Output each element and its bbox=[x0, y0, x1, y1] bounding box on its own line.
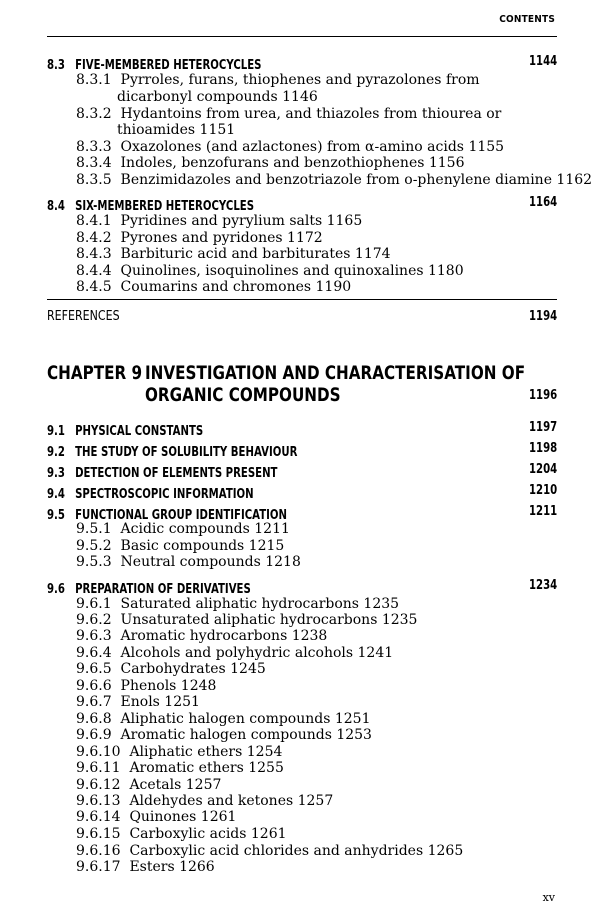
entry-9-6-5: 9.6.5 Carbohydrates 1245 bbox=[76, 661, 266, 677]
entry-9-6-8: 9.6.8 Aliphatic halogen compounds 1251 bbox=[76, 711, 371, 727]
chapter-title-line2: ORGANIC COMPOUNDS bbox=[145, 384, 341, 406]
section-title: PHYSICAL CONSTANTS bbox=[75, 424, 204, 439]
section-9-5 bbox=[47, 504, 557, 523]
entry-9-6-15: 9.6.15 Carboxylic acids 1261 bbox=[76, 826, 287, 842]
section-title: FUNCTIONAL GROUP IDENTIFICATION bbox=[75, 508, 288, 523]
entry-9-5-1: 9.5.1 Acidic compounds 1211 bbox=[76, 521, 290, 537]
entry-9-6-7: 9.6.7 Enols 1251 bbox=[76, 694, 200, 710]
section-9-4 bbox=[47, 483, 557, 502]
section-9-1 bbox=[47, 420, 557, 439]
entry-9-6-3: 9.6.3 Aromatic hydrocarbons 1238 bbox=[76, 628, 328, 644]
page-folio: xv bbox=[542, 891, 555, 904]
entry-9-6-10: 9.6.10 Aliphatic ethers 1254 bbox=[76, 744, 283, 760]
entry-9-6-17: 9.6.17 Esters 1266 bbox=[76, 859, 215, 875]
entry-9-6-11: 9.6.11 Aromatic ethers 1255 bbox=[76, 760, 284, 776]
section-title: SPECTROSCOPIC INFORMATION bbox=[75, 487, 254, 502]
entry-8-4-2: 8.4.2 Pyrones and pyridones 1172 bbox=[76, 230, 323, 246]
entry-8-3-2-cont: thioamides 1151 bbox=[117, 122, 236, 138]
section-page: 1210 bbox=[528, 483, 557, 498]
section-rule bbox=[47, 299, 557, 300]
section-page: 1211 bbox=[528, 504, 557, 519]
entry-8-3-1-cont: dicarbonyl compounds 1146 bbox=[117, 89, 318, 105]
chapter-label: CHAPTER 9 bbox=[47, 362, 143, 384]
section-page: 1234 bbox=[528, 578, 557, 593]
section-page: 1164 bbox=[528, 195, 557, 210]
section-title: THE STUDY OF SOLUBILITY BEHAVIOUR bbox=[75, 445, 298, 460]
entry-8-3-4: 8.3.4 Indoles, benzofurans and benzothiophenes 1156 bbox=[76, 155, 465, 171]
section-title: SIX-MEMBERED HETEROCYCLES bbox=[75, 199, 255, 214]
entry-8-4-1: 8.4.1 Pyridines and pyrylium salts 1165 bbox=[76, 213, 363, 229]
entry-9-6-2: 9.6.2 Unsaturated aliphatic hydrocarbons 1235 bbox=[76, 612, 418, 628]
chapter-page: 1196 bbox=[528, 388, 557, 403]
entry-8-3-3: 8.3.3 Oxazolones (and azlactones) from α-amino acids 1155 bbox=[76, 139, 505, 155]
section-title: FIVE-MEMBERED HETEROCYCLES bbox=[75, 58, 262, 73]
entry-8-4-4: 8.4.4 Quinolines, isoquinolines and quinoxalines 1180 bbox=[76, 263, 464, 279]
section-9-2 bbox=[47, 441, 557, 460]
section-page: 1197 bbox=[528, 420, 557, 435]
entry-9-6-9: 9.6.9 Aromatic halogen compounds 1253 bbox=[76, 727, 372, 743]
section-number: 9.3 bbox=[47, 466, 65, 481]
chapter-title-line1: INVESTIGATION AND CHARACTERISATION OF bbox=[145, 362, 526, 384]
entry-9-6-12: 9.6.12 Acetals 1257 bbox=[76, 777, 222, 793]
entry-8-3-2: 8.3.2 Hydantoins from urea, and thiazoles from thiourea or bbox=[76, 106, 502, 122]
section-number: 9.1 bbox=[47, 424, 65, 439]
section-page: 1204 bbox=[528, 462, 557, 477]
entry-9-6-14: 9.6.14 Quinones 1261 bbox=[76, 809, 237, 825]
references-page: 1194 bbox=[528, 309, 557, 324]
entry-9-6-16: 9.6.16 Carboxylic acid chlorides and anhydrides 1265 bbox=[76, 843, 464, 859]
entry-9-6-6: 9.6.6 Phenols 1248 bbox=[76, 678, 217, 694]
section-8-4 bbox=[47, 195, 557, 214]
section-number: 9.6 bbox=[47, 582, 65, 597]
entry-8-4-3: 8.4.3 Barbituric acid and barbiturates 1174 bbox=[76, 246, 391, 262]
entry-9-5-2: 9.5.2 Basic compounds 1215 bbox=[76, 538, 285, 554]
entry-9-6-13: 9.6.13 Aldehydes and ketones 1257 bbox=[76, 793, 334, 809]
section-page: 1198 bbox=[528, 441, 557, 456]
section-page: 1144 bbox=[528, 54, 557, 69]
section-number: 9.2 bbox=[47, 445, 65, 460]
references-label: REFERENCES bbox=[47, 309, 120, 324]
running-header: CONTENTS bbox=[499, 14, 555, 25]
entry-9-6-4: 9.6.4 Alcohols and polyhydric alcohols 1241 bbox=[76, 645, 394, 661]
entry-8-3-5: 8.3.5 Benzimidazoles and benzotriazole from o-phenylene diamine 1162 bbox=[76, 172, 593, 188]
section-number: 8.3 bbox=[47, 58, 65, 73]
section-title: PREPARATION OF DERIVATIVES bbox=[75, 582, 251, 597]
section-number: 9.5 bbox=[47, 508, 65, 523]
section-number: 8.4 bbox=[47, 199, 65, 214]
entry-9-5-3: 9.5.3 Neutral compounds 1218 bbox=[76, 554, 301, 570]
section-number: 9.4 bbox=[47, 487, 65, 502]
entry-8-4-5: 8.4.5 Coumarins and chromones 1190 bbox=[76, 279, 352, 295]
section-9-6 bbox=[47, 578, 557, 597]
section-8-3 bbox=[47, 54, 557, 73]
entry-8-3-1: 8.3.1 Pyrroles, furans, thiophenes and pyrazolones from bbox=[76, 72, 480, 88]
entry-9-6-1: 9.6.1 Saturated aliphatic hydrocarbons 1235 bbox=[76, 596, 400, 612]
header-rule bbox=[47, 36, 557, 37]
section-title: DETECTION OF ELEMENTS PRESENT bbox=[75, 466, 278, 481]
section-9-3 bbox=[47, 462, 557, 481]
